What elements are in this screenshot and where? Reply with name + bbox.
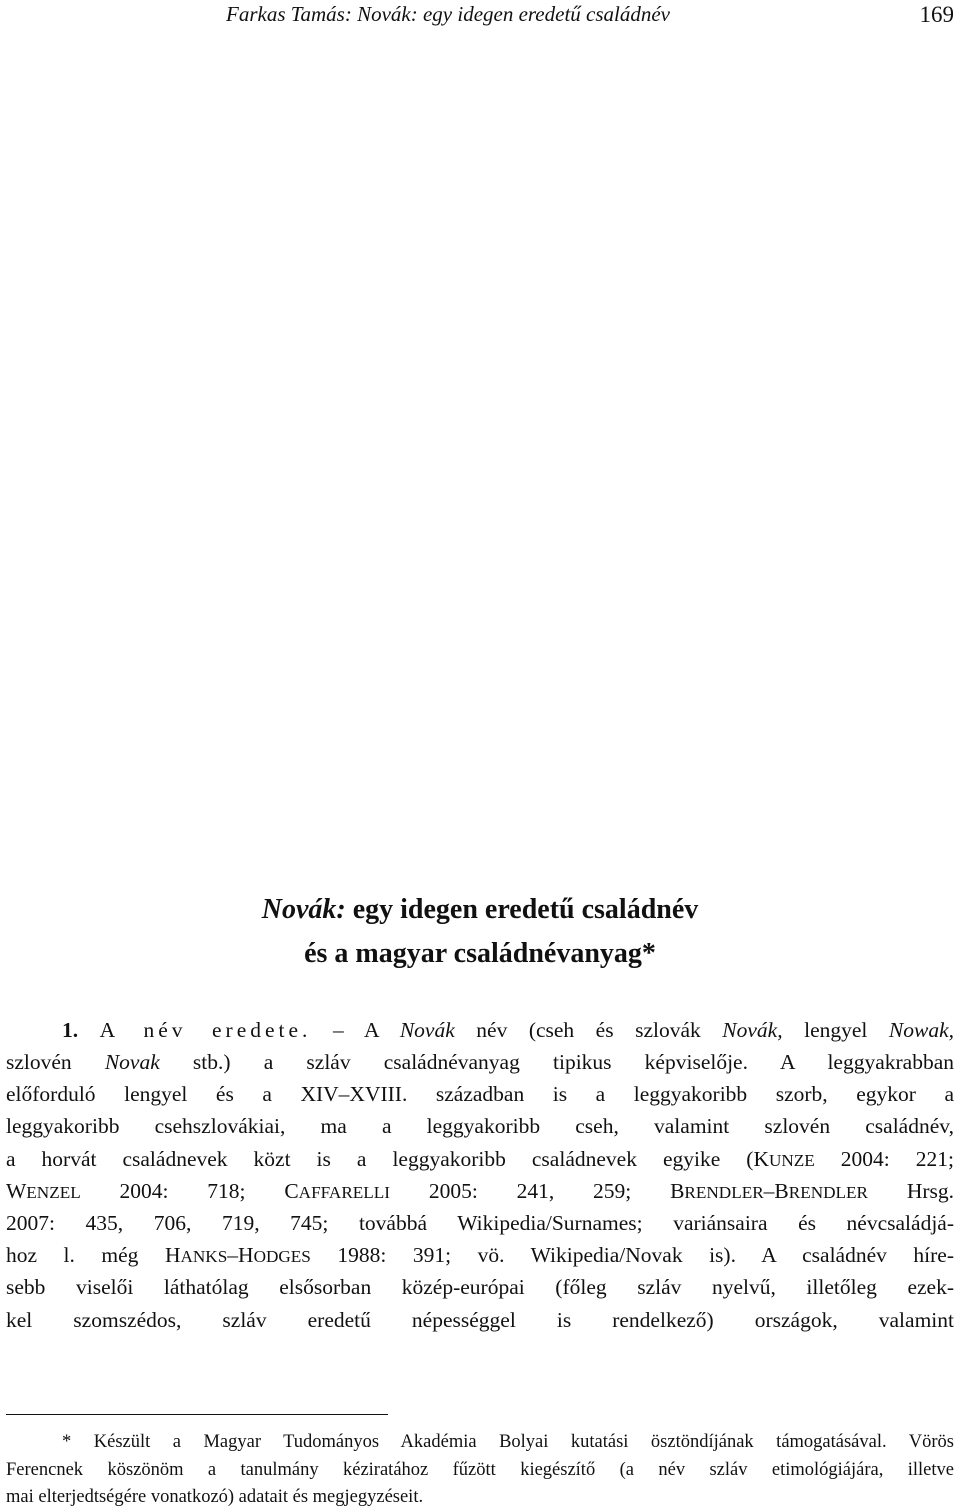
- footnote-line-2: Ferencnek köszönöm a tanulmány kéziratához fűzött kiegészítő (a név szláv etimológiájára, illetve: [6, 1460, 954, 1480]
- body-line-8: hoz l. még HANKS–HODGES 1988: 391; vö. Wikipedia/Novak is). A családnév híre-: [6, 1243, 954, 1267]
- article-title-line-2: és a magyar családnévanyag*: [304, 938, 656, 969]
- footnote-line-1: * Készült a Magyar Tudományos Akadémia Bolyai kutatási ösztöndíjának támogatásával. Vörös: [62, 1432, 954, 1452]
- body-line-6: WENZEL 2004: 718; CAFFARELLI 2005: 241, 259; BRENDLER–BRENDLER Hrsg.: [6, 1179, 954, 1203]
- footnote-divider: [6, 1414, 388, 1415]
- page-number: 169: [919, 2, 954, 27]
- body-line-2: szlovén Novak stb.) a szláv családnévanyag tipikus képviselője. A leggyakrabban: [6, 1050, 954, 1074]
- article-title: [0, 888, 960, 932]
- body-line-4: leggyakoribb csehszlovákiai, ma a leggyakoribb cseh, valamint szlovén családnév,: [6, 1114, 954, 1138]
- section-title: A név eredete.: [99, 1018, 312, 1042]
- running-head: Farkas Tamás: Novák: egy idegen eredetű családnév: [226, 2, 670, 26]
- body-line-5: a horvát családnevek közt is a leggyakoribb családnevek egyike (KUNZE 2004: 221;: [6, 1147, 955, 1171]
- title-italic-word: Novák:: [261, 894, 346, 925]
- body-line-10: kel szomszédos, szláv eredetű népességgel is rendelkező) országok, valamint: [6, 1308, 954, 1332]
- section-number: 1.: [62, 1018, 79, 1042]
- body-line-9: sebb viselői láthatólag elsősorban közép-európai (főleg szláv nyelvű, illetőleg ezek-: [6, 1275, 954, 1299]
- body-line-1: 1. A név eredete. – A Novák név (cseh és szlovák Novák, lengyel Nowak,: [62, 1018, 954, 1042]
- body-line-7: 2007: 435, 706, 719, 745; továbbá Wikipedia/Surnames; variánsaira és névcsaládjá-: [6, 1211, 954, 1235]
- title-line-1: egy idegen eredetű családnév: [345, 894, 699, 925]
- footnote-line-3: mai elterjedtségére vonatkozó) adatait és megjegyzéseit.: [6, 1487, 424, 1507]
- body-line-3: előforduló lengyel és a XIV–XVIII. században is a leggyakoribb szorb, egykor a: [6, 1082, 954, 1106]
